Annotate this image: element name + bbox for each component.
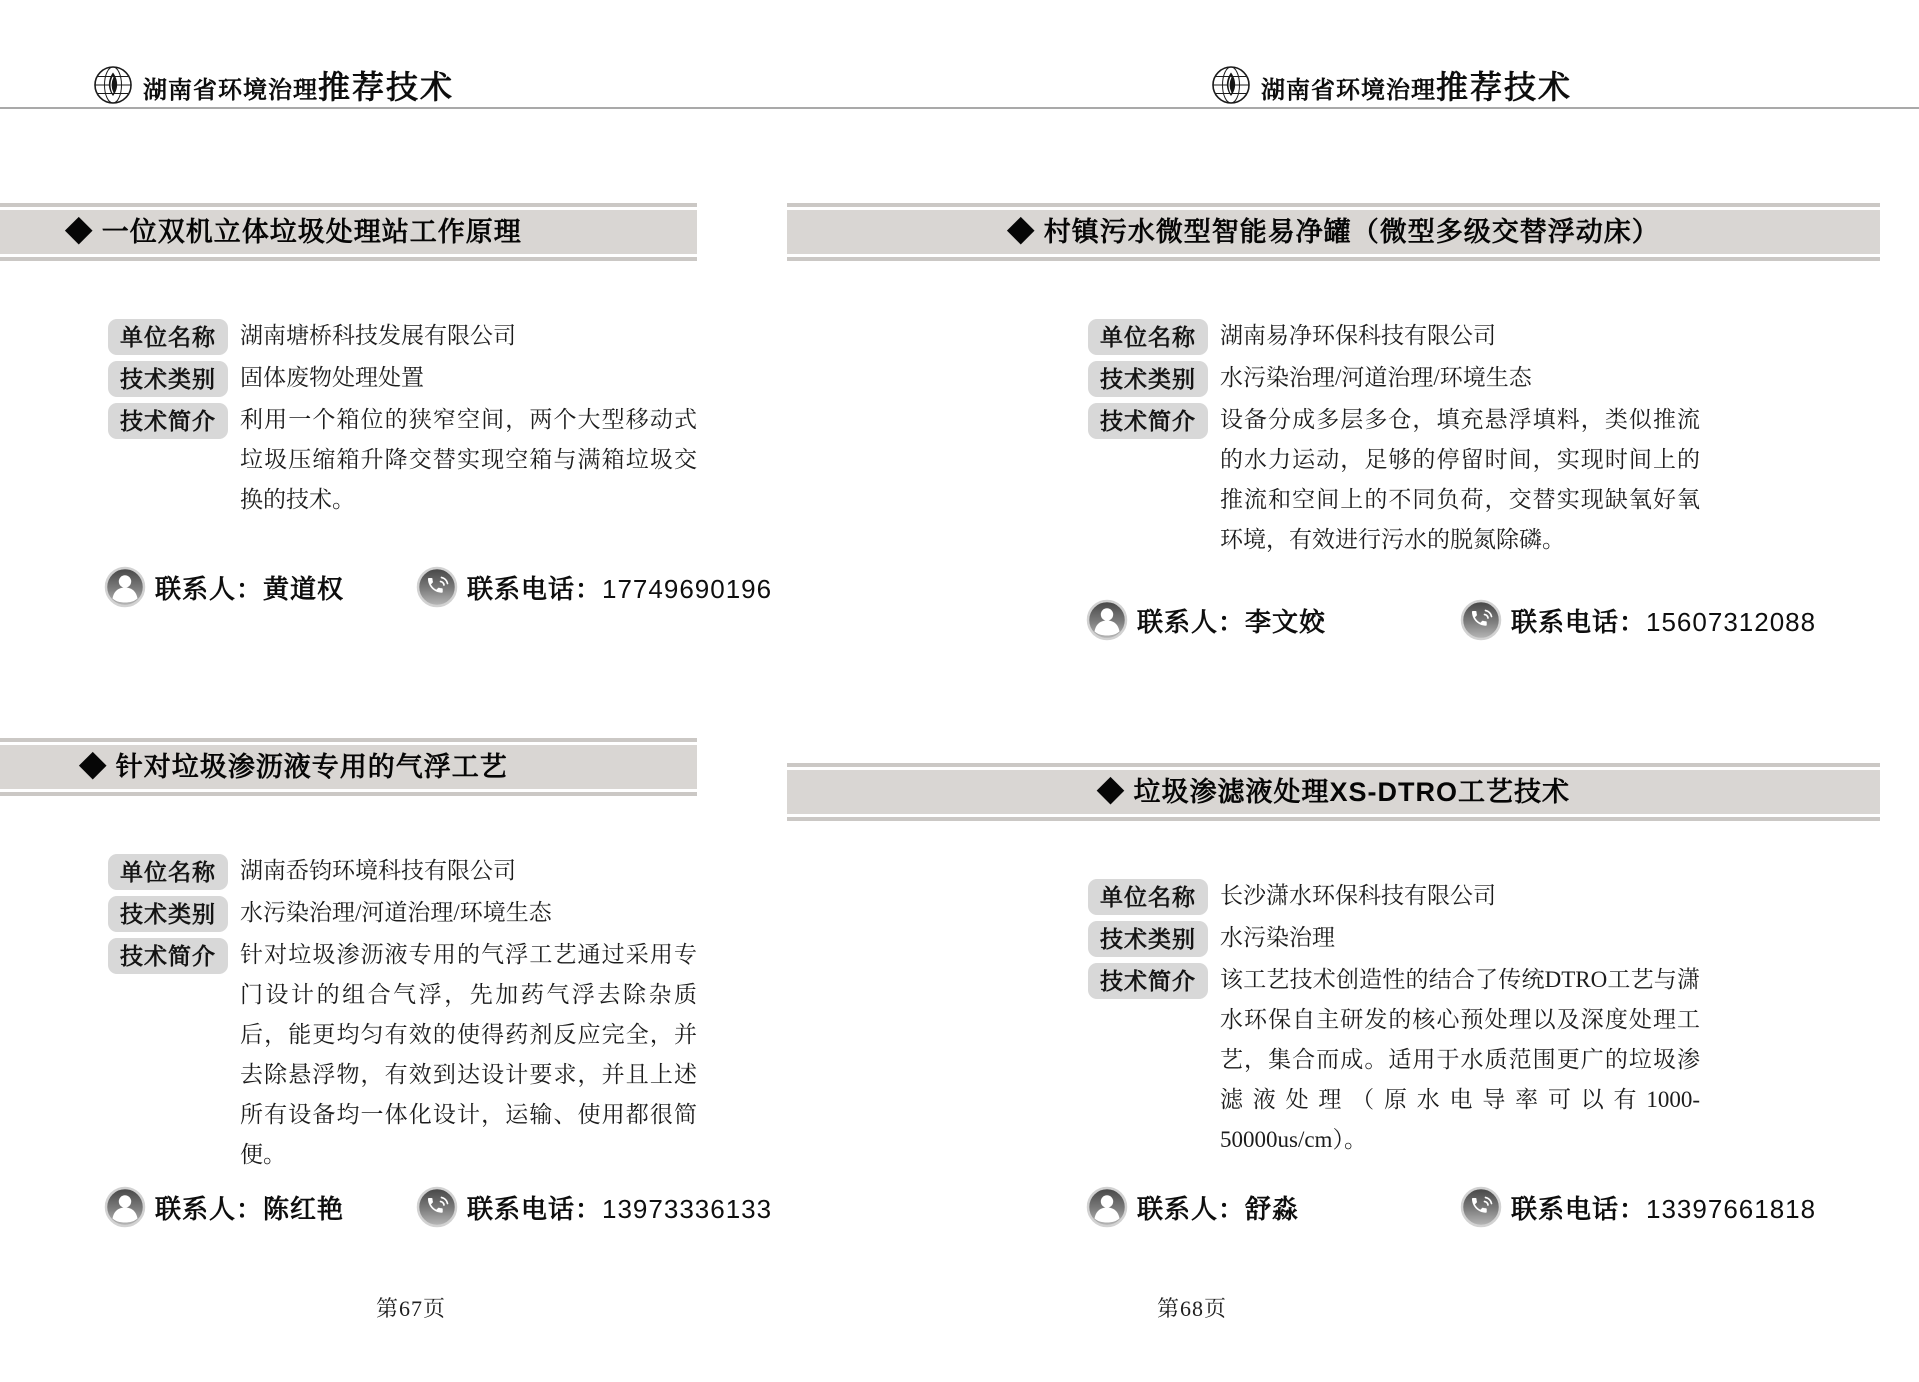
phone-number: 17749690196 [602, 573, 773, 604]
entry-title-bar [787, 763, 1880, 821]
field-row [108, 935, 697, 1175]
person-icon [104, 1186, 146, 1228]
field-label: 单位名称 [1088, 879, 1208, 915]
field-row [108, 851, 697, 891]
page-number-right: 第68页 [1157, 1296, 1228, 1321]
field-value: 湖南易净环保科技有限公司 [1220, 323, 1496, 348]
field-label: 单位名称 [108, 319, 228, 355]
field-value: 利用一个箱位的狭窄空间，两个大型移动式垃圾压缩箱升降交替实现空箱与满箱垃圾交换的技术。 [240, 407, 697, 512]
field-label: 技术简介 [108, 938, 228, 974]
running-head-left [93, 62, 454, 108]
field-label: 技术简介 [1088, 403, 1208, 439]
field-value: 该工艺技术创造性的结合了传统DTRO工艺与潇水环保自主研发的核心预处理以及深度处理工艺，集合而成。适用于水质范围更广的垃圾渗滤液处理（原水电导率可以有1000-50000us/cm）。 [1220, 967, 1700, 1152]
contact-label: 联系人： [1137, 606, 1246, 637]
field-value: 设备分成多层多仓，填充悬浮填料，类似推流的水力运动，足够的停留时间，实现时间上的推流和空间上的不同负荷，交替实现缺氧好氧环境，有效进行污水的脱氮除磷。 [1220, 407, 1700, 552]
brand-title-prefix: 湖南省环境治理 [1261, 77, 1436, 104]
field-value: 水污染治理 [1220, 925, 1335, 950]
entry-title-bar [787, 203, 1880, 261]
contact-person [1086, 599, 1326, 641]
field-row [108, 400, 697, 520]
contact-phone [416, 1186, 772, 1228]
phone-icon [1460, 1186, 1502, 1228]
contact-person [104, 1186, 344, 1228]
entry-fields [108, 851, 697, 1175]
field-label: 技术简介 [108, 403, 228, 439]
entry-title: ◆ 针对垃圾渗沥液专用的气浮工艺 [79, 752, 508, 782]
field-row [108, 316, 697, 356]
contact-name: 黄道权 [263, 573, 345, 604]
emblem-logo-icon [1211, 65, 1251, 105]
phone-icon [416, 1186, 458, 1228]
contact-phone [1460, 599, 1816, 641]
contact-label: 联系人： [1137, 1193, 1246, 1224]
emblem-logo-icon [93, 65, 133, 105]
entry-title: ◆ 村镇污水微型智能易净罐（微型多级交替浮动床） [1007, 217, 1660, 247]
contact-phone [416, 566, 772, 608]
field-label: 单位名称 [1088, 319, 1208, 355]
person-icon [104, 566, 146, 608]
phone-label: 联系电话： [467, 573, 603, 604]
contact-person [104, 566, 344, 608]
entry-title-bar [0, 203, 697, 261]
entry-title-bar [0, 738, 697, 796]
entry-fields [1088, 876, 1700, 1160]
field-value: 针对垃圾渗沥液专用的气浮工艺通过采用专门设计的组合气浮，先加药气浮去除杂质后，能更均匀有效的使得药剂反应完全，并去除悬浮物，有效到达设计要求，并且上述所有设备均一体化设计，运输、使用都很简便。 [240, 942, 697, 1167]
phone-number: 15607312088 [1646, 606, 1817, 637]
contact-name: 李文姣 [1245, 606, 1327, 637]
person-icon [1086, 1186, 1128, 1228]
header-rule [0, 107, 1919, 109]
phone-label: 联系电话： [467, 1193, 603, 1224]
field-value: 固体废物处理处置 [240, 365, 424, 390]
phone-label: 联系电话： [1511, 1193, 1647, 1224]
contact-name: 陈红艳 [263, 1193, 345, 1224]
field-value: 水污染治理/河道治理/环境生态 [1220, 365, 1532, 390]
contact-phone [1460, 1186, 1816, 1228]
contact-label: 联系人： [155, 573, 264, 604]
field-label: 单位名称 [108, 854, 228, 890]
field-row [108, 893, 697, 933]
contact-name: 舒淼 [1245, 1193, 1300, 1224]
field-value: 湖南岙钧环境科技有限公司 [240, 858, 516, 883]
phone-number: 13973336133 [602, 1193, 773, 1224]
field-row [1088, 316, 1700, 356]
tech-entry [0, 738, 697, 1177]
brand-title [143, 62, 454, 108]
field-value: 湖南塘桥科技发展有限公司 [240, 323, 516, 348]
field-label: 技术类别 [108, 361, 228, 397]
tech-entry [787, 763, 1880, 1162]
contact-label: 联系人： [155, 1193, 264, 1224]
phone-number: 13397661818 [1646, 1193, 1817, 1224]
field-value: 长沙潇水环保科技有限公司 [1220, 883, 1496, 908]
field-label: 技术简介 [1088, 963, 1208, 999]
phone-icon [1460, 599, 1502, 641]
entry-fields [1088, 316, 1700, 560]
brand-title-suffix: 推荐技术 [318, 69, 455, 105]
brand-title-prefix: 湖南省环境治理 [143, 77, 318, 104]
running-head-right [1211, 62, 1572, 108]
brand-title-suffix: 推荐技术 [1436, 69, 1573, 105]
tech-entry [0, 203, 697, 522]
field-label: 技术类别 [108, 896, 228, 932]
field-row [1088, 358, 1700, 398]
field-row [1088, 876, 1700, 916]
brand-title [1261, 62, 1572, 108]
field-label: 技术类别 [1088, 361, 1208, 397]
field-label: 技术类别 [1088, 921, 1208, 957]
field-value: 水污染治理/河道治理/环境生态 [240, 900, 552, 925]
entry-title: ◆ 一位双机立体垃圾处理站工作原理 [65, 217, 522, 247]
field-row [1088, 400, 1700, 560]
entry-fields [108, 316, 697, 520]
tech-entry [787, 203, 1880, 562]
field-row [1088, 960, 1700, 1160]
phone-icon [416, 566, 458, 608]
person-icon [1086, 599, 1128, 641]
field-row [108, 358, 697, 398]
entry-title: ◆ 垃圾渗滤液处理XS-DTRO工艺技术 [1096, 777, 1570, 807]
phone-label: 联系电话： [1511, 606, 1647, 637]
page-number-left: 第67页 [376, 1296, 447, 1321]
contact-person [1086, 1186, 1299, 1228]
field-row [1088, 918, 1700, 958]
